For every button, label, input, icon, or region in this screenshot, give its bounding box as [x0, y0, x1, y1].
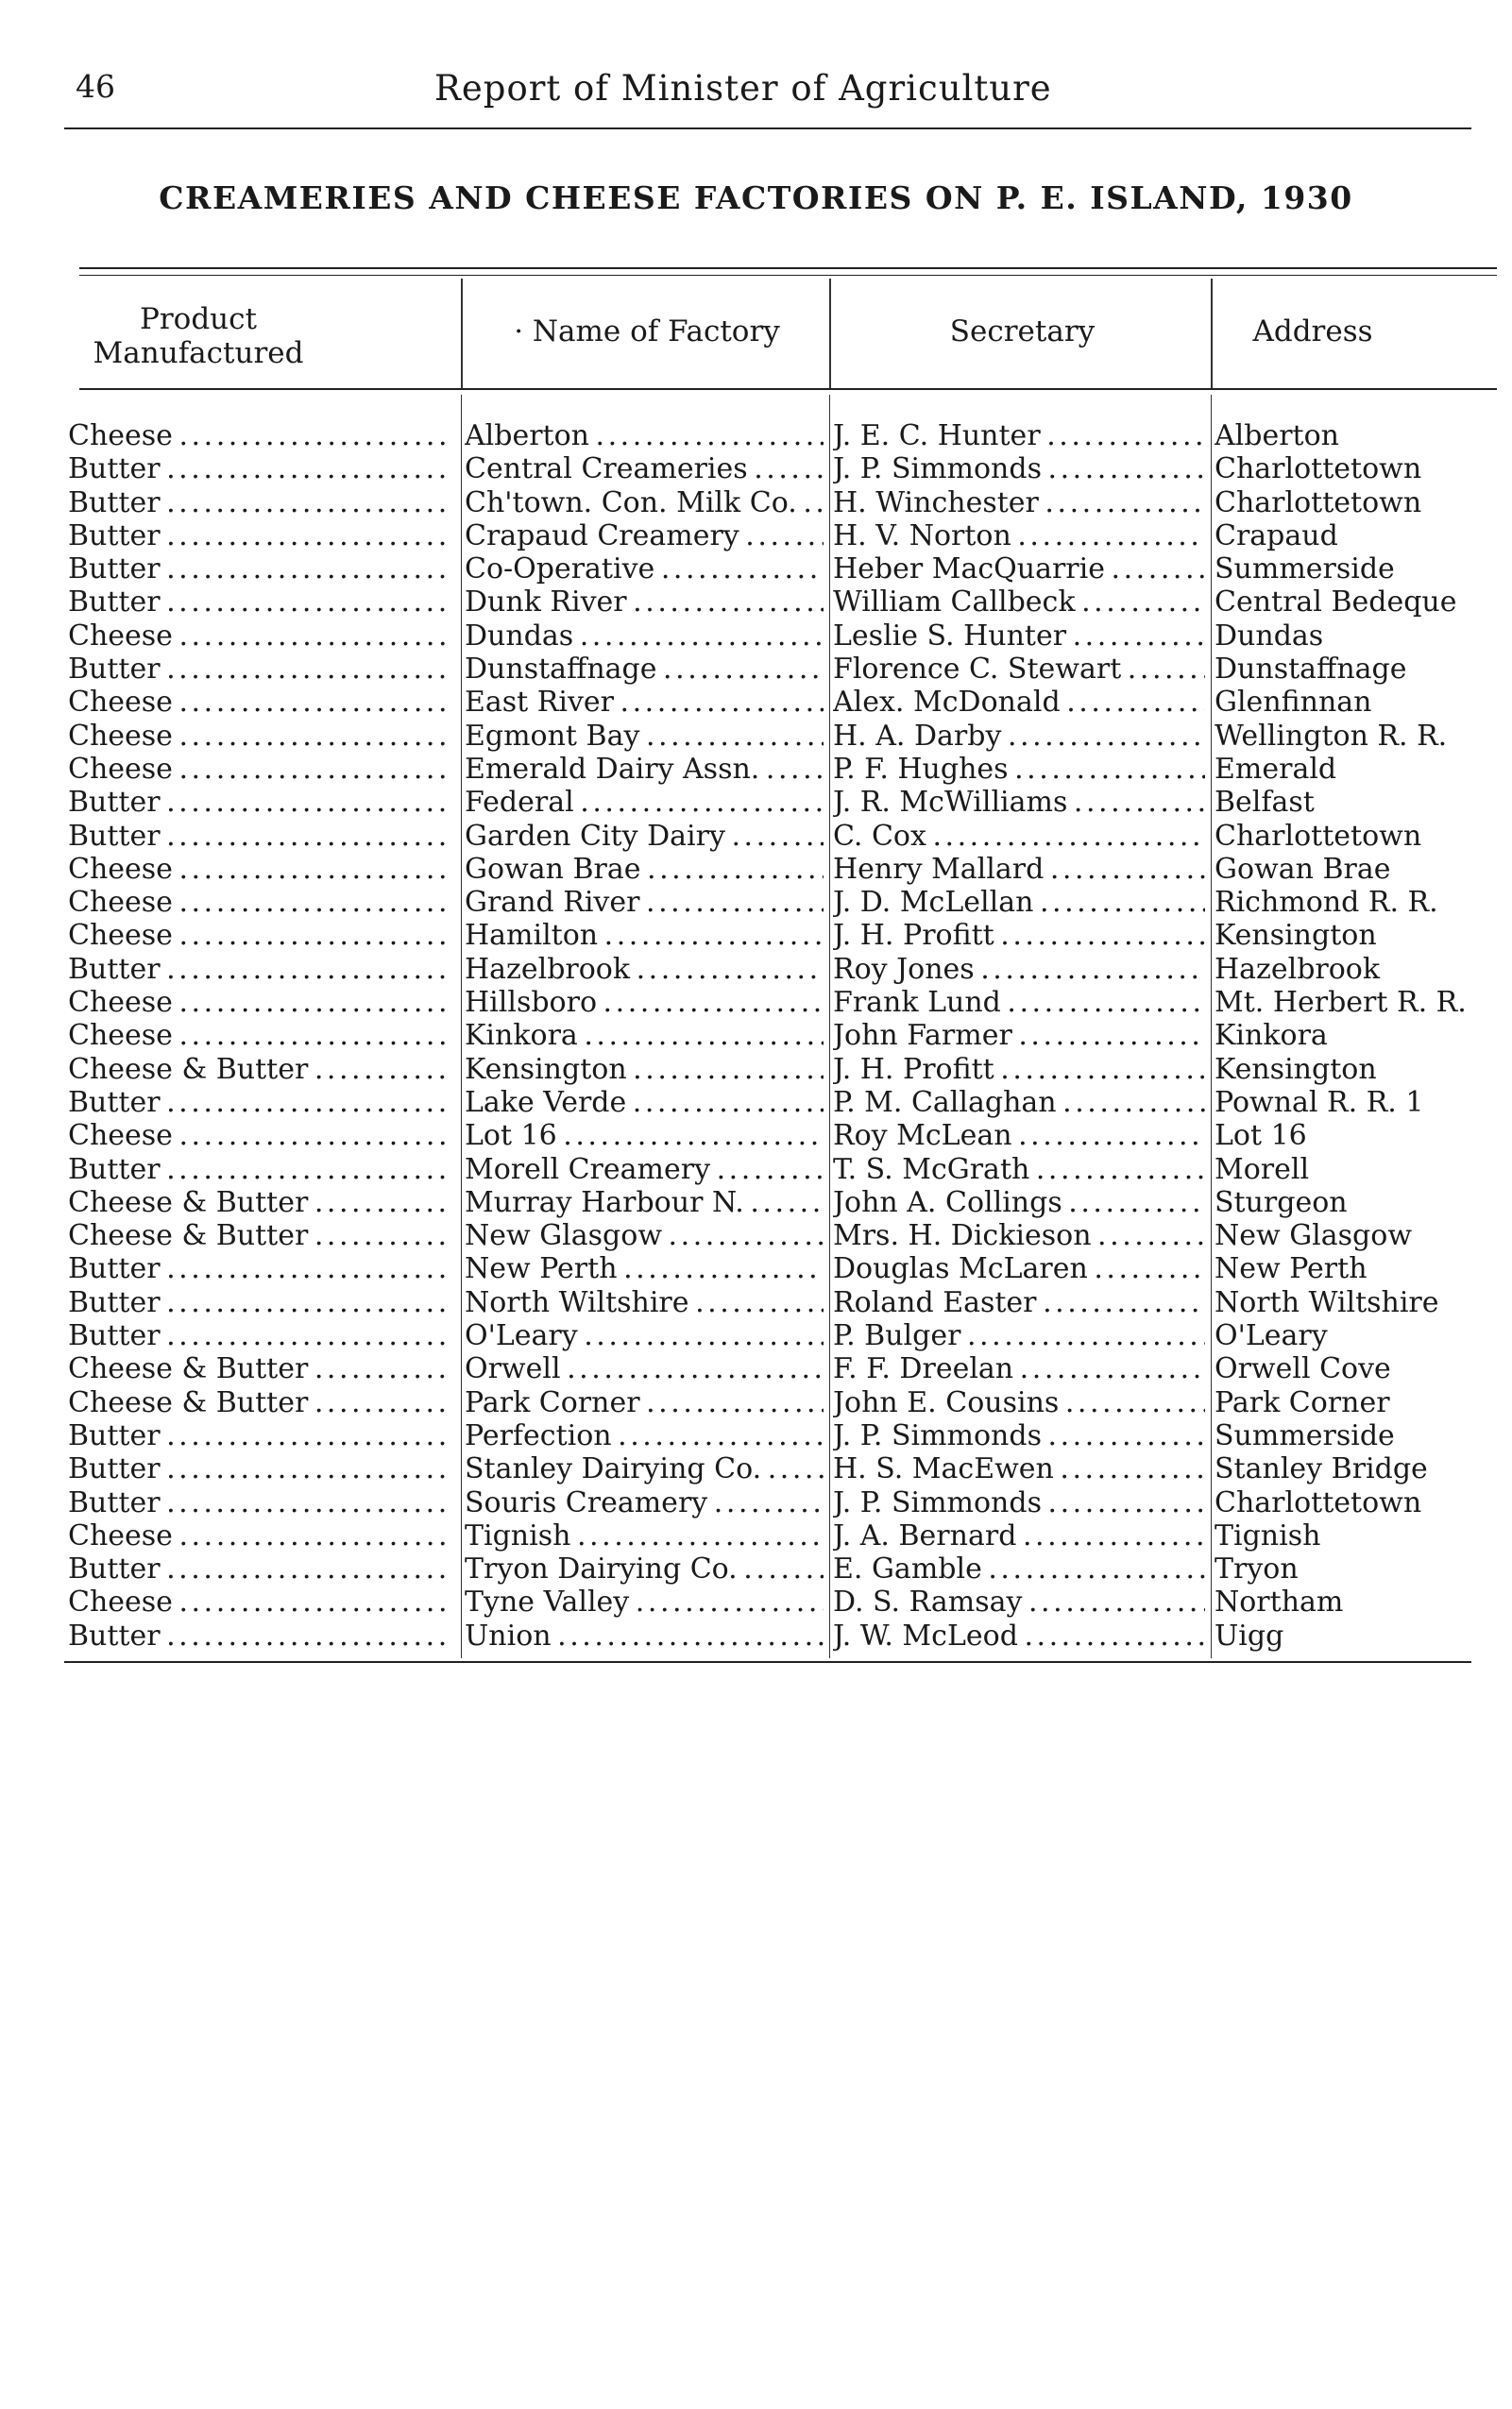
product-cell: Cheese . . . — [68, 1019, 450, 1052]
factory-cell: Morell Creamery . . . — [465, 1153, 824, 1186]
table-row — [0, 1419, 1512, 1452]
secretary-cell: H. Winchester . . . — [833, 486, 1205, 519]
secretary-cell: J. R. McWilliams . . . — [833, 786, 1205, 819]
factory-cell: Co-Operative . . . — [465, 552, 824, 585]
product-cell: Cheese & Butter . . . — [68, 1352, 450, 1385]
table-row — [0, 1019, 1512, 1052]
address-cell: O'Leary — [1215, 1319, 1328, 1353]
address-cell: Summerside — [1215, 1418, 1395, 1452]
table-row — [0, 1186, 1512, 1219]
running-title: Report of Minister of Agriculture — [434, 68, 1052, 109]
secretary-cell: Florence C. Stewart . . . — [833, 653, 1205, 686]
factory-cell: North Wiltshire . . . — [465, 1286, 824, 1319]
product-cell: Cheese . . . — [68, 686, 450, 719]
address-cell: Summerside — [1215, 552, 1395, 586]
product-cell: Butter . . . — [68, 1419, 450, 1452]
product-cell: Cheese . . . — [68, 1119, 450, 1152]
address-cell: Dunstaffnage — [1215, 653, 1407, 687]
table-row — [0, 1219, 1512, 1252]
table-row — [0, 1153, 1512, 1186]
secretary-cell: H. A. Darby . . . — [833, 720, 1205, 753]
secretary-cell: H. S. MacEwen . . . — [833, 1452, 1205, 1485]
factory-cell: Kensington . . . — [465, 1053, 824, 1086]
table-bottom-rule — [64, 1661, 1471, 1663]
address-cell: Uigg — [1215, 1619, 1284, 1653]
address-cell: Kensington — [1215, 919, 1377, 953]
table-row — [0, 1286, 1512, 1319]
product-cell: Butter . . . — [68, 519, 450, 552]
address-cell: Emerald — [1215, 752, 1337, 786]
header-divider — [461, 279, 463, 390]
secretary-cell: P. Bulger . . . — [833, 1319, 1205, 1352]
factory-cell: Tyne Valley . . . — [465, 1586, 824, 1619]
product-cell: Cheese . . . — [68, 1519, 450, 1552]
secretary-cell: J. P. Simmonds . . . — [833, 1486, 1205, 1519]
secretary-cell: Mrs. H. Dickieson . . . — [833, 1219, 1205, 1252]
factory-cell: Emerald Dairy Assn. . . . — [465, 753, 824, 786]
column-header-secretary: Secretary — [949, 314, 1096, 348]
secretary-cell: J. H. Profitt . . . — [833, 1053, 1205, 1086]
product-cell: Cheese & Butter . . . — [68, 1053, 450, 1086]
product-cell: Cheese . . . — [68, 419, 450, 452]
factory-cell: Park Corner . . . — [465, 1386, 824, 1419]
table-row — [0, 953, 1512, 986]
secretary-cell: D. S. Ramsay . . . — [833, 1586, 1205, 1619]
running-head — [0, 68, 1512, 115]
address-cell: Hazelbrook — [1215, 952, 1381, 986]
factory-cell: Tryon Dairying Co. . . . — [465, 1552, 824, 1586]
secretary-cell: J. P. Simmonds . . . — [833, 452, 1205, 485]
table-title: CREAMERIES AND CHEESE FACTORIES ON P. E. ISLAND, 1930 — [159, 179, 1353, 216]
secretary-cell: J. D. McLellan . . . — [833, 886, 1205, 919]
table-row — [0, 886, 1512, 919]
product-cell: Cheese . . . — [68, 886, 450, 919]
product-cell: Cheese . . . — [68, 720, 450, 753]
secretary-cell: C. Cox . . . — [833, 820, 1205, 853]
table-row — [0, 1386, 1512, 1419]
address-cell: Central Bedeque — [1215, 585, 1457, 619]
head-rule — [64, 127, 1471, 129]
factory-cell: Dunstaffnage . . . — [465, 653, 824, 686]
product-cell: Butter . . . — [68, 1252, 450, 1285]
table-row — [0, 1053, 1512, 1086]
secretary-cell: Henry Mallard . . . — [833, 853, 1205, 886]
header-rule — [79, 388, 1497, 390]
factory-cell: Murray Harbour N. . . . — [465, 1186, 824, 1219]
product-cell: Cheese . . . — [68, 619, 450, 653]
secretary-cell: P. F. Hughes . . . — [833, 753, 1205, 786]
column-header-address: Address — [1252, 314, 1373, 348]
secretary-cell: J. H. Profitt . . . — [833, 919, 1205, 952]
table-row — [0, 419, 1512, 452]
secretary-cell: T. S. McGrath . . . — [833, 1153, 1205, 1186]
column-header-product: Product Manufactured — [93, 302, 304, 370]
address-cell: Charlottetown — [1215, 819, 1422, 853]
table-body — [0, 419, 1512, 1653]
product-cell: Cheese . . . — [68, 1586, 450, 1619]
factory-cell: Central Creameries . . . — [465, 452, 824, 485]
factory-cell: New Perth . . . — [465, 1252, 824, 1285]
secretary-cell: J. W. McLeod . . . — [833, 1620, 1205, 1653]
table-row — [0, 653, 1512, 686]
factory-cell: Federal . . . — [465, 786, 824, 819]
secretary-cell: Roy Jones . . . — [833, 953, 1205, 986]
address-cell: Sturgeon — [1215, 1185, 1348, 1219]
secretary-cell: John Farmer . . . — [833, 1019, 1205, 1052]
table-row — [0, 1519, 1512, 1552]
table-row — [0, 619, 1512, 653]
product-cell: Butter . . . — [68, 953, 450, 986]
table-row — [0, 986, 1512, 1019]
table-row — [0, 1086, 1512, 1119]
secretary-cell: F. F. Dreelan . . . — [833, 1352, 1205, 1385]
factory-cell: Garden City Dairy . . . — [465, 820, 824, 853]
factory-cell: Alberton . . . — [465, 419, 824, 452]
address-cell: Richmond R. R. — [1215, 886, 1438, 920]
product-cell: Butter . . . — [68, 786, 450, 819]
product-cell: Butter . . . — [68, 1552, 450, 1586]
product-cell: Cheese & Butter . . . — [68, 1186, 450, 1219]
address-cell: Crapaud — [1215, 518, 1338, 552]
factory-cell: Perfection . . . — [465, 1419, 824, 1452]
address-cell: Northam — [1215, 1586, 1344, 1620]
secretary-cell: J. P. Simmonds . . . — [833, 1419, 1205, 1452]
secretary-cell: Roland Easter . . . — [833, 1286, 1205, 1319]
secretary-cell: P. M. Callaghan . . . — [833, 1086, 1205, 1119]
address-cell: Charlottetown — [1215, 1485, 1422, 1519]
table-row — [0, 552, 1512, 585]
table-row — [0, 720, 1512, 753]
table-row — [0, 585, 1512, 619]
secretary-cell: J. A. Bernard . . . — [833, 1519, 1205, 1552]
address-cell: Gowan Brae — [1215, 852, 1391, 886]
table-row — [0, 486, 1512, 519]
address-cell: Stanley Bridge — [1215, 1452, 1428, 1486]
product-cell: Butter . . . — [68, 1153, 450, 1186]
address-cell: Charlottetown — [1215, 452, 1422, 486]
table-row — [0, 1552, 1512, 1586]
address-cell: Dundas — [1215, 619, 1324, 653]
factory-cell: Dundas . . . — [465, 619, 824, 653]
factory-cell: Egmont Bay . . . — [465, 720, 824, 753]
secretary-cell: William Callbeck . . . — [833, 585, 1205, 619]
table-row — [0, 1452, 1512, 1485]
product-cell: Butter . . . — [68, 452, 450, 485]
factory-cell: East River . . . — [465, 686, 824, 719]
address-cell: Tryon — [1215, 1552, 1299, 1586]
table-row — [0, 1119, 1512, 1152]
table-row — [0, 1620, 1512, 1653]
product-cell: Butter . . . — [68, 1086, 450, 1119]
secretary-cell: J. E. C. Hunter . . . — [833, 419, 1205, 452]
factory-cell: Lot 16 . . . — [465, 1119, 824, 1152]
table-row — [0, 853, 1512, 886]
factory-cell: Hamilton . . . — [465, 919, 824, 952]
header-divider — [1211, 279, 1213, 390]
product-cell: Butter . . . — [68, 585, 450, 619]
address-cell: Glenfinnan — [1215, 686, 1372, 720]
product-cell: Butter . . . — [68, 486, 450, 519]
factory-cell: Hazelbrook . . . — [465, 953, 824, 986]
factory-cell: Tignish . . . — [465, 1519, 824, 1552]
table-row — [0, 1252, 1512, 1285]
secretary-cell: H. V. Norton . . . — [833, 519, 1205, 552]
address-cell: Morell — [1215, 1152, 1310, 1186]
product-cell: Butter . . . — [68, 1486, 450, 1519]
table-row — [0, 1586, 1512, 1619]
factory-cell: New Glasgow . . . — [465, 1219, 824, 1252]
table-top-rule-thin — [79, 275, 1497, 276]
factory-cell: Souris Creamery . . . — [465, 1486, 824, 1519]
secretary-cell: Alex. McDonald . . . — [833, 686, 1205, 719]
table-row — [0, 820, 1512, 853]
address-cell: Lot 16 — [1215, 1119, 1307, 1153]
factory-cell: Kinkora . . . — [465, 1019, 824, 1052]
product-cell: Cheese . . . — [68, 753, 450, 786]
factory-cell: Lake Verde . . . — [465, 1086, 824, 1119]
column-header-factory-label: Name of Factory — [532, 314, 780, 348]
factory-cell: Stanley Dairying Co. . . . — [465, 1452, 824, 1485]
address-cell: Wellington R. R. — [1215, 719, 1448, 753]
table-row — [0, 686, 1512, 719]
factory-cell: Union . . . — [465, 1620, 824, 1653]
product-cell: Butter . . . — [68, 1620, 450, 1653]
product-cell: Butter . . . — [68, 1286, 450, 1319]
table-top-rule — [79, 267, 1497, 269]
address-cell: North Wiltshire — [1215, 1285, 1439, 1319]
secretary-cell: Roy McLean . . . — [833, 1119, 1205, 1152]
factory-cell: Ch'town. Con. Milk Co. . . . — [465, 486, 824, 519]
secretary-cell: Heber MacQuarrie . . . — [833, 552, 1205, 585]
product-cell: Butter . . . — [68, 552, 450, 585]
product-cell: Butter . . . — [68, 1319, 450, 1352]
table-row — [0, 1352, 1512, 1385]
column-header-factory — [467, 314, 826, 348]
product-cell: Cheese . . . — [68, 986, 450, 1019]
address-cell: Alberton — [1215, 419, 1339, 452]
table-row — [0, 519, 1512, 552]
address-cell: Kensington — [1215, 1052, 1377, 1086]
page-number: 46 — [76, 68, 115, 105]
product-cell: Butter . . . — [68, 653, 450, 686]
factory-cell: Orwell . . . — [465, 1352, 824, 1385]
factory-cell: Dunk River . . . — [465, 585, 824, 619]
table-row — [0, 1486, 1512, 1519]
table-row — [0, 1319, 1512, 1352]
address-cell: Park Corner — [1215, 1385, 1390, 1419]
secretary-cell: Douglas McLaren . . . — [833, 1252, 1205, 1285]
factory-cell: Gowan Brae . . . — [465, 853, 824, 886]
address-cell: Charlottetown — [1215, 485, 1422, 519]
column-header-factory-mark: · — [514, 314, 524, 348]
product-cell: Cheese . . . — [68, 919, 450, 952]
address-cell: New Perth — [1215, 1252, 1368, 1286]
secretary-cell: Frank Lund . . . — [833, 986, 1205, 1019]
table-row — [0, 919, 1512, 952]
product-cell: Cheese & Butter . . . — [68, 1219, 450, 1252]
address-cell: Orwell Cove — [1215, 1352, 1391, 1386]
address-cell: Pownal R. R. 1 — [1215, 1085, 1424, 1119]
header-divider — [829, 279, 831, 390]
factory-cell: O'Leary . . . — [465, 1319, 824, 1352]
table-row — [0, 452, 1512, 485]
product-cell: Butter . . . — [68, 1452, 450, 1485]
secretary-cell: Leslie S. Hunter . . . — [833, 619, 1205, 653]
table-row — [0, 786, 1512, 819]
factory-cell: Grand River . . . — [465, 886, 824, 919]
product-cell: Cheese & Butter . . . — [68, 1386, 450, 1419]
factory-cell: Hillsboro . . . — [465, 986, 824, 1019]
table-row — [0, 753, 1512, 786]
address-cell: Kinkora — [1215, 1019, 1328, 1053]
secretary-cell: E. Gamble . . . — [833, 1552, 1205, 1586]
product-cell: Butter . . . — [68, 820, 450, 853]
address-cell: New Glasgow — [1215, 1219, 1413, 1253]
product-cell: Cheese . . . — [68, 853, 450, 886]
secretary-cell: John A. Collings . . . — [833, 1186, 1205, 1219]
address-cell: Belfast — [1215, 786, 1315, 820]
address-cell: Tignish — [1215, 1518, 1321, 1552]
secretary-cell: John E. Cousins . . . — [833, 1386, 1205, 1419]
factory-cell: Crapaud Creamery . . . — [465, 519, 824, 552]
address-cell: Mt. Herbert R. R. — [1215, 986, 1467, 1020]
